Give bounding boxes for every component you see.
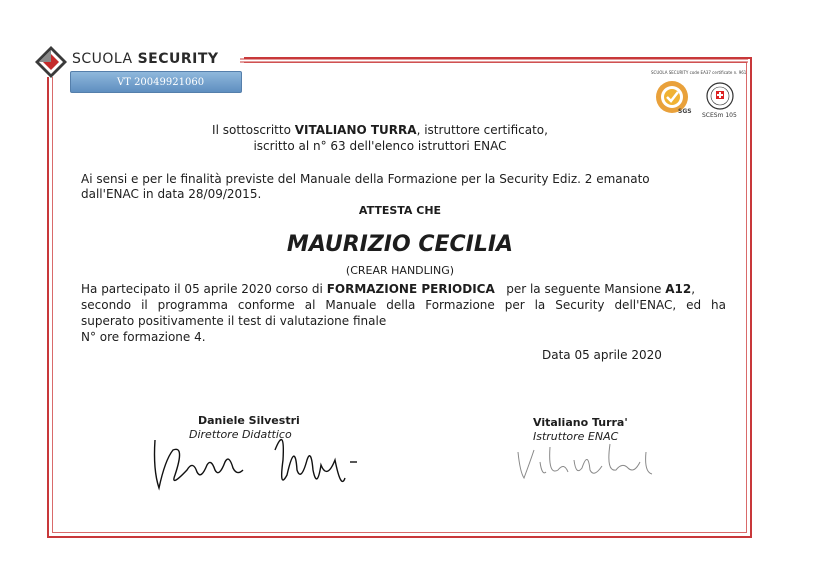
signatory-right-name: Vitaliano Turra' bbox=[533, 416, 628, 429]
signature-left bbox=[145, 420, 365, 495]
logo-text: SCUOLA SECURITY bbox=[72, 51, 219, 67]
body-line-2: secondo il programma conforme al Manuale della Formazione per la Security dell'ENAC, ed ha bbox=[81, 298, 726, 312]
recipient-company: (CREAR HANDLING) bbox=[345, 264, 455, 277]
logo-diamond-icon bbox=[34, 45, 68, 79]
cert-line: SCUOLA SECURITY code EA37 certificate n. 961 bbox=[651, 70, 747, 75]
body-line-3: superato positivamente il test di valutazione finale bbox=[81, 314, 387, 328]
preamble-line-2: dall'ENAC in data 28/09/2015. bbox=[81, 187, 262, 201]
signatory-left-name: Daniele Silvestri bbox=[198, 414, 300, 427]
body-line-1: Ha partecipato il 05 aprile 2020 corso di FORMAZIONE PERIODICA per la seguente Mansione A12, bbox=[81, 282, 696, 296]
signature-right bbox=[510, 432, 660, 482]
issue-date: Data 05 aprile 2020 bbox=[542, 348, 662, 362]
attesta-heading: ATTESTA CHE bbox=[358, 204, 442, 217]
signatory-right-role: Istruttore ENAC bbox=[533, 430, 619, 443]
intro-line-2: iscritto al n° 63 dell'elenco istruttori ENAC bbox=[253, 139, 507, 153]
header-rule bbox=[240, 58, 748, 64]
signatory-left-role: Direttore Didattico bbox=[189, 428, 292, 441]
certificate-code: VT 20049921060 bbox=[70, 71, 242, 93]
intro-line-1: Il sottoscritto VITALIANO TURRA, istruttore certificato, bbox=[212, 123, 548, 137]
swiss-seal-icon bbox=[705, 81, 735, 111]
body-line-4: N° ore formazione 4. bbox=[81, 330, 206, 344]
sgs-label: SGS bbox=[678, 108, 692, 115]
preamble-line-1: Ai sensi e per le finalità previste del Manuale della Formazione per la Security Ediz. 2 emanato bbox=[81, 172, 650, 186]
recipient-name: MAURIZIO CECILIA bbox=[286, 232, 514, 257]
scesm-label: SCESm 105 bbox=[702, 112, 737, 119]
